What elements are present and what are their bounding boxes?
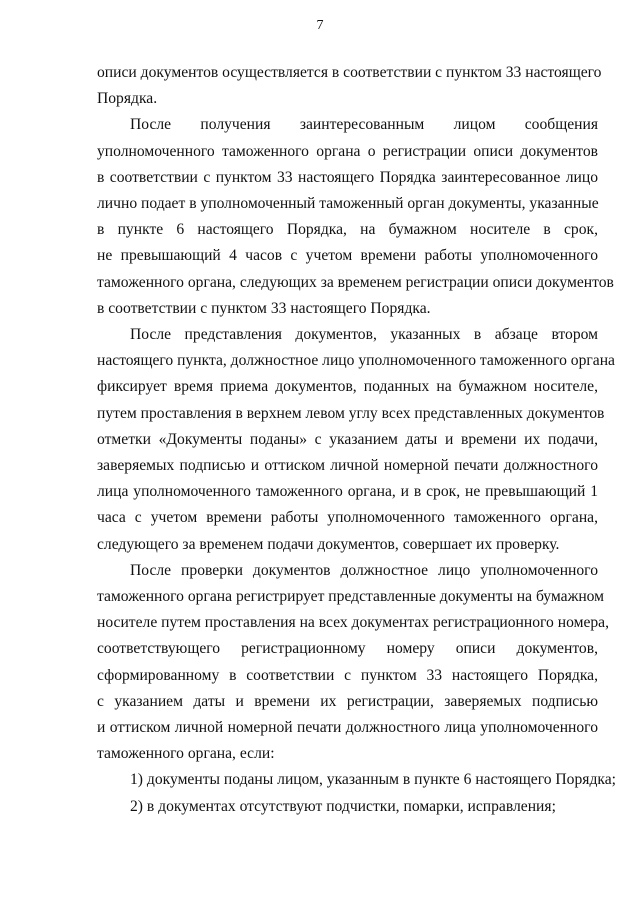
text-line: с указанием даты и времени их регистрации, заверяемых подписью [97, 692, 598, 710]
text-line: После проверки документов должностное лицо уполномоченного [130, 561, 598, 579]
paragraph [97, 60, 602, 112]
text-line: следующего за временем подачи документов, совершает их проверку. [97, 535, 560, 553]
paragraph [97, 322, 615, 558]
text-line: описи документов осуществляется в соответствии с пунктом 33 настоящего [97, 64, 602, 81]
text-line: фиксирует время приема документов, поданных на бумажном носителе, [97, 378, 598, 396]
text-line: в соответствии с пунктом 33 настоящего Порядка. [97, 299, 431, 317]
text-line: 2) в документах отсутствуют подчистки, помарки, исправления; [130, 797, 556, 815]
text-line: уполномоченного таможенного органа о регистрации описи документов [97, 142, 598, 160]
document-body [97, 60, 616, 820]
text-line: После получения заинтересованным лицом сообщения [130, 116, 598, 134]
paragraph [97, 767, 616, 793]
text-line: лично подает в уполномоченный таможенный орган документы, указанные [97, 195, 599, 213]
text-line: заверяемых подписью и оттиском личной номерной печати должностного [97, 457, 598, 475]
text-line: сформированному в соответствии с пунктом 33 настоящего Порядка, [97, 666, 598, 684]
text-line: лица уполномоченного таможенного органа, и в срок, не превышающий 1 [97, 483, 598, 501]
text-line: Порядка. [97, 90, 158, 108]
paragraph [97, 112, 614, 322]
text-line: 1) документы поданы лицом, указанным в пункте 6 настоящего Порядка; [130, 771, 616, 789]
text-line: в соответствии с пунктом 33 настоящего Порядка заинтересованное лицо [97, 168, 598, 186]
text-line: отметки «Документы поданы» с указанием даты и времени их подачи, [97, 430, 598, 448]
text-line: таможенного органа, если: [97, 745, 275, 763]
text-line: носителе путем проставления на всех документах регистрационного номера, [97, 614, 609, 632]
paragraph [97, 794, 598, 820]
page-number: 7 [316, 18, 324, 33]
text-line: часа с учетом времени работы уполномоченного таможенного органа, [97, 509, 598, 527]
text-line: соответствующего регистрационному номеру описи документов, [97, 640, 598, 658]
text-line: таможенного органа, следующих за временем регистрации описи документов [97, 273, 614, 291]
paragraph [97, 558, 609, 768]
text-line: настоящего пункта, должностное лицо уполномоченного таможенного органа [97, 352, 615, 370]
text-line: таможенного органа регистрирует представленные документы на бумажном [97, 588, 605, 606]
text-line: в пункте 6 настоящего Порядка, на бумажном носителе в срок, [97, 221, 598, 239]
text-line: не превышающий 4 часов с учетом времени работы уполномоченного [97, 247, 598, 265]
text-line: путем проставления в верхнем левом углу всех представленных документов [97, 404, 605, 422]
text-line: После представления документов, указанных в абзаце втором [130, 326, 598, 344]
text-line: и оттиском личной номерной печати должностного лица уполномоченного [97, 719, 598, 737]
